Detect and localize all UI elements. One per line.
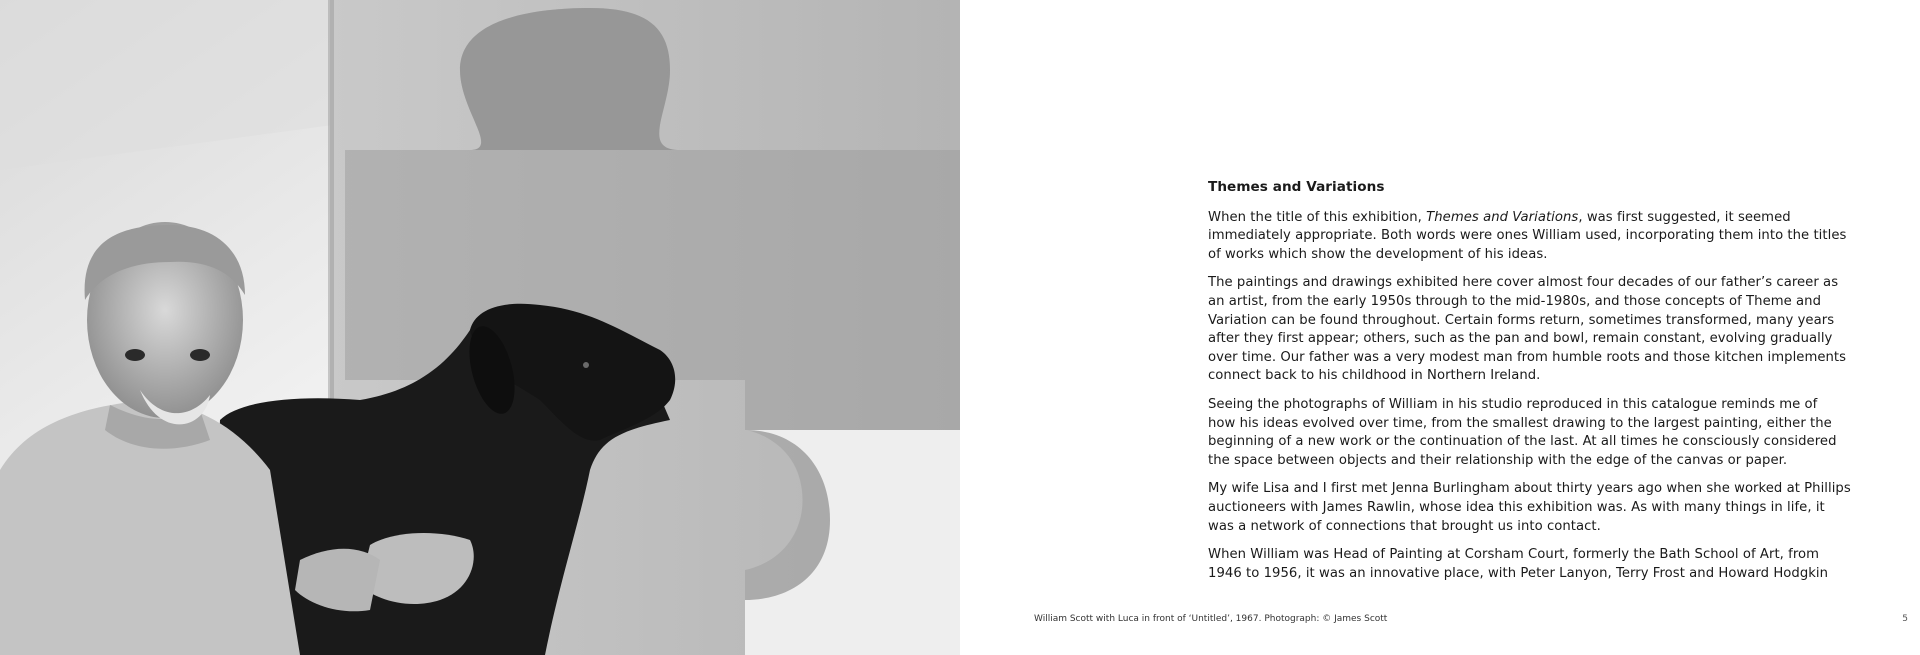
paragraph	[1208, 480, 1858, 536]
text-line: how his ideas evolved over time, from the smallest drawing to the largest painting, either the	[1208, 415, 1832, 431]
text-line: My wife Lisa and I first met Jenna Burlingham about thirty years ago when she worked at Phillips	[1208, 481, 1851, 497]
article	[1208, 178, 1858, 593]
text-line: Seeing the photographs of William in his studio reproduced in this catalogue reminds me of	[1208, 396, 1818, 412]
text-line: was a network of connections that brought us into contact.	[1208, 518, 1601, 534]
text-line: an artist, from the early 1950s through to the mid-1980s, and those concepts of Theme and	[1208, 293, 1821, 309]
text-line: 1946 to 1956, it was an innovative place, with Peter Lanyon, Terry Frost and Howard Hodgkin	[1208, 565, 1829, 581]
text-page	[960, 0, 1920, 655]
paragraph	[1208, 274, 1858, 386]
paragraph	[1208, 396, 1858, 470]
text-line: auctioneers with James Rawlin, whose idea this exhibition was. As with many things in life, it	[1208, 499, 1825, 515]
article-heading: Themes and Variations	[1208, 179, 1385, 195]
text-line: beginning of a new work or the continuation of the last. At all times he consciously considered	[1208, 434, 1837, 450]
text-line: Variation can be found throughout. Certain forms return, sometimes transformed, many years	[1208, 312, 1835, 328]
page-number: 5	[1902, 614, 1908, 624]
text-line: of works which show the development of his ideas.	[1208, 246, 1548, 262]
text-segment: When the title of this exhibition,	[1208, 209, 1427, 225]
article-body	[1208, 209, 1858, 584]
text-line: immediately appropriate. Both words were ones William used, incorporating them into the titles	[1208, 228, 1847, 244]
text-segment: , was first suggested, it seemed	[1578, 209, 1791, 225]
text-line	[1208, 209, 1858, 228]
text-line: after they first appear; others, such as the pan and bowl, remain constant, evolving gradually	[1208, 331, 1833, 347]
text-line: connect back to his childhood in Northern Ireland.	[1208, 368, 1541, 384]
text-line: When William was Head of Painting at Corsham Court, formerly the Bath School of Art, from	[1208, 547, 1820, 563]
paragraph	[1208, 546, 1858, 583]
photo-caption: William Scott with Luca in front of ‘Untitled’, 1967. Photograph: © James Scott	[1034, 614, 1388, 624]
italic-title: Themes and Variations	[1426, 209, 1579, 225]
paragraph	[1208, 209, 1858, 265]
text-line: over time. Our father was a very modest man from humble roots and those kitchen implements	[1208, 349, 1847, 365]
text-line: the space between objects and their relationship with the edge of the canvas or paper.	[1208, 452, 1788, 468]
text-line: The paintings and drawings exhibited here cover almost four decades of our father’s career as	[1208, 275, 1839, 291]
